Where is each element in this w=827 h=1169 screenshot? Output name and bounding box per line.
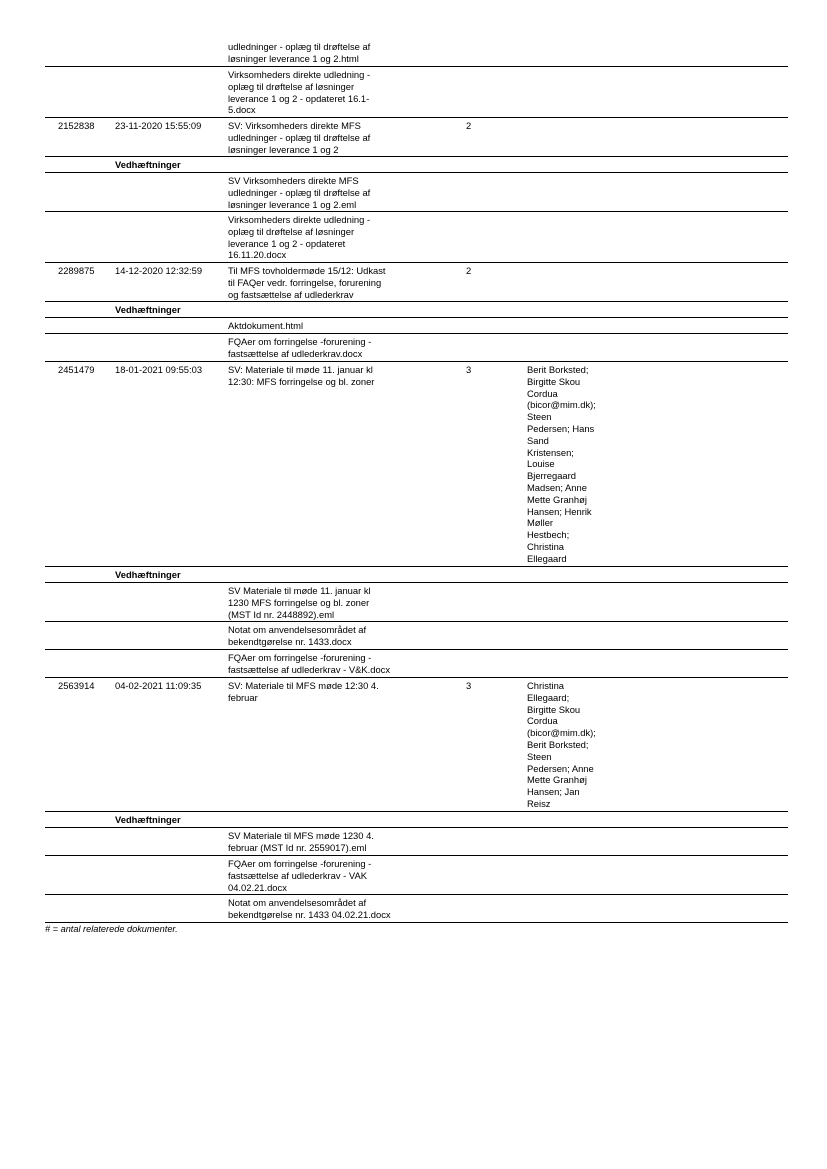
document-row [45,263,788,302]
document-title: Til MFS tovholdermøde 15/12: Udkast til FAQer vedr. forringelse, forurening og fastsættelse af udlederkrav [228,265,386,300]
attachments-header-row [45,302,788,318]
attachment-title: Virksomheders direkte udledning - oplæg til drøftelse af løsninger leverance 1 og 2 - opdateret 16.11.20.docx [228,214,371,261]
document-id: 2152838 [58,120,95,131]
document-title: SV: Materiale til møde 11. januar kl 12:30: MFS forringelse og bl. zoner [228,364,375,387]
attachments-header: Vedhæftninger [115,304,181,315]
document-id: 2289875 [58,265,95,276]
attachments-header-row [45,567,788,583]
attachments-header: Vedhæftninger [115,159,181,170]
document-date: 18-01-2021 09:55:03 [115,364,203,375]
attachments-header: Vedhæftninger [115,814,181,825]
document-row [45,678,788,812]
document-id: 2563914 [58,680,95,691]
attachment-title: SV Materiale til MFS møde 1230 4. februar (MST Id nr. 2559017).eml [228,830,374,853]
attachment-row [45,39,788,67]
attachment-title: SV Materiale til møde 11. januar kl 1230 MFS forringelse og bl. zoner (MST Id nr. 2448892).eml [228,585,371,620]
attachments-header-row [45,812,788,828]
document-title: SV: Materiale til MFS møde 12:30 4. februar [228,680,379,703]
attachment-row [45,67,788,118]
related-count: 2 [466,265,472,276]
attachment-row [45,622,788,650]
attachments-header: Vedhæftninger [115,569,181,580]
attachment-row [45,895,788,923]
document-date: 04-02-2021 11:09:35 [115,680,202,691]
attachment-title: Virksomheders direkte udledning - oplæg til drøftelse af løsninger leverance 1 og 2 - opdateret 16.1- 5.docx [228,69,371,116]
attachment-row [45,828,788,856]
attachment-row [45,583,788,622]
attachment-row [45,212,788,263]
attachment-title: udledninger - oplæg til drøftelse af løsninger leverance 1 og 2.html [228,41,371,64]
document-date: 23-11-2020 15:55:09 [115,120,202,131]
related-count: 3 [466,680,472,691]
document-title: SV: Virksomheders direkte MFS udledninger - oplæg til drøftelse af løsninger leverance 1 og 2 [228,120,371,155]
document-row [45,362,788,567]
document-recipients: Berit Borksted; Birgitte Skou Cordua (bicor@mim.dk); Steen Pedersen; Hans Sand Kristensen; Louise Bjerregaard Madsen; Anne Mette Granhøj Hansen; Henrik Møller Hestbech; Christina Ellegaard [527,364,596,564]
attachment-row [45,318,788,334]
attachment-row [45,856,788,895]
related-count: 2 [466,120,472,131]
attachment-title: Notat om anvendelsesområdet af bekendtgørelse nr. 1433.docx [228,624,367,647]
attachment-title: Aktdokument.html [228,320,304,331]
attachment-row [45,334,788,362]
attachment-title: Notat om anvendelsesområdet af bekendtgørelse nr. 1433 04.02.21.docx [228,897,391,920]
document-date: 14-12-2020 12:32:59 [115,265,203,276]
attachment-row [45,650,788,678]
document-row [45,118,788,157]
attachment-title: FQAer om forringelse -forurening - fastsættelse af udlederkrav - VAK 04.02.21.docx [228,858,372,893]
footnote: # = antal relaterede dokumenter. [45,924,178,934]
attachment-title: SV Virksomheders direkte MFS udledninger - oplæg til drøftelse af løsninger leverance 1 og 2.eml [228,175,371,210]
document-id: 2451479 [58,364,95,375]
attachment-title: FQAer om forringelse -forurening - fastsættelse af udlederkrav - V&K.docx [228,652,391,675]
attachment-title: FQAer om forringelse -forurening - fastsættelse af udlederkrav.docx [228,336,372,359]
related-count: 3 [466,364,472,375]
document-recipients: Christina Ellegaard; Birgitte Skou Cordua (bicor@mim.dk); Berit Borksted; Steen Pedersen; Anne Mette Granhøj Hansen; Jan Reisz [527,680,596,809]
attachment-row [45,173,788,212]
attachments-header-row [45,157,788,173]
